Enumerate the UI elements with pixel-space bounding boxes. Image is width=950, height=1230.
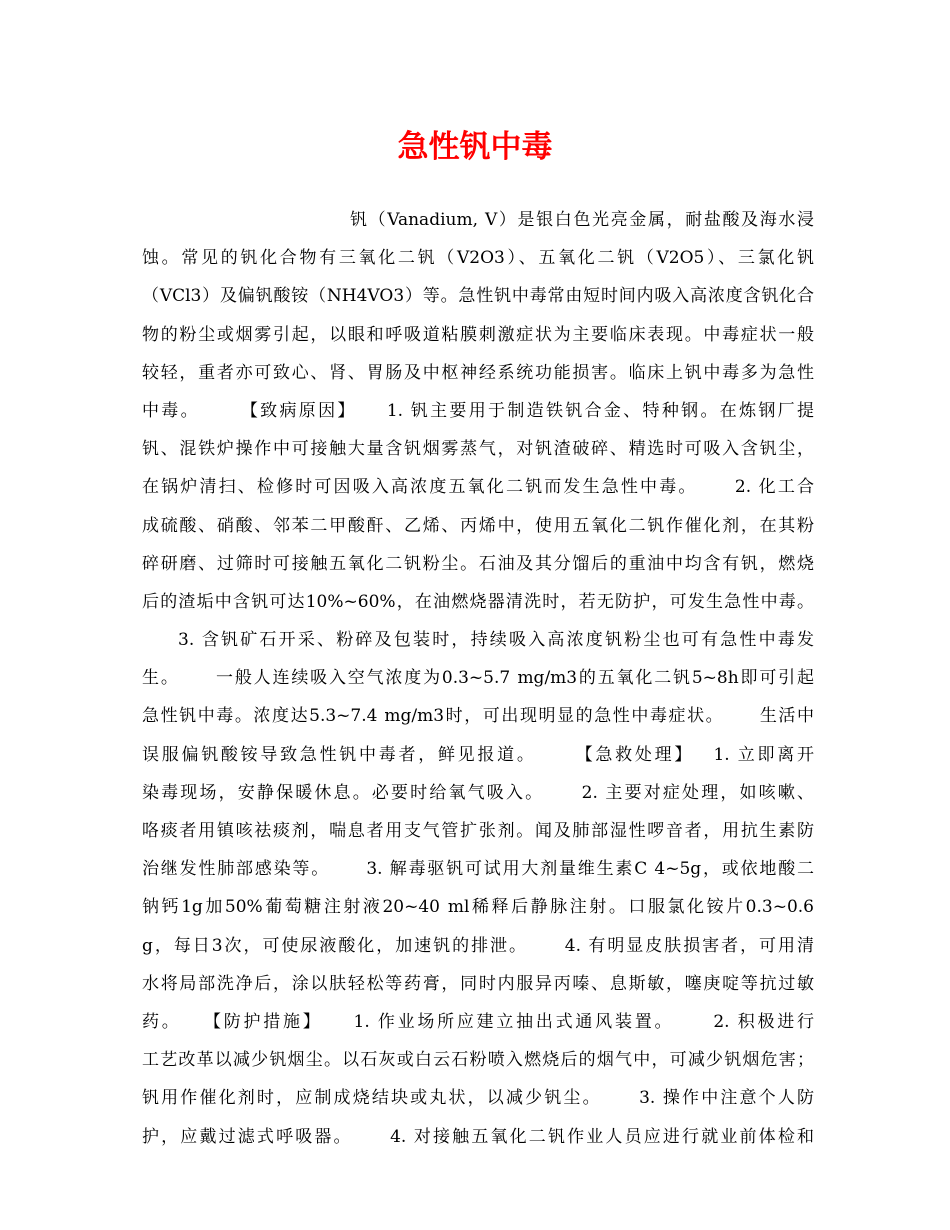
text-line: 钠钙1g加50%葡萄糖注射液20~40 ml稀释后静脉注射。口服氯化铵片0.3~0.6: [142, 897, 814, 918]
document-title: 急性钒中毒: [397, 129, 553, 165]
text-line: 咯痰者用镇咳祛痰剂，喘息者用支气管扩张剂。闻及肺部湿性啰音者，用抗生素防: [142, 821, 814, 841]
text-line: 后的渣垢中含钒可达10%~60%，在油燃烧器清洗时，若无防护，可发生急性中毒。: [142, 591, 814, 612]
text-line: 钒（Vanadium, V）是银白色光亮金属，耐盐酸及海水浸: [350, 210, 814, 230]
text-line: 药。 【防护措施】 1. 作业场所应建立抽出式通风装置。 2. 积极进行: [142, 1011, 814, 1032]
text-line: 物的粉尘或烟雾引起，以眼和呼吸道粘膜刺激症状为主要临床表现。中毒症状一般: [142, 324, 814, 345]
text-line: 钒用作催化剂时，应制成烧结块或丸状，以减少钒尘。 3. 操作中注意个人防: [142, 1088, 814, 1109]
document-body: [142, 201, 814, 1156]
text-line: 成硫酸、硝酸、邻苯二甲酸酐、乙烯、丙烯中，使用五氧化二钒作催化剂，在其粉: [142, 515, 814, 536]
text-line: 钒、混铁炉操作中可接触大量含钒烟雾蒸气，对钒渣破碎、精选时可吸入含钒尘，: [142, 439, 814, 460]
text-line: 在锅炉清扫、检修时可因吸入高浓度五氧化二钒而发生急性中毒。 2. 化工合: [142, 477, 814, 498]
text-line: 中毒。 【致病原因】 1. 钒主要用于制造铁钒合金、特种钢。在炼钢厂提: [142, 400, 814, 421]
text-line: 水将局部洗净后，涂以肤轻松等药膏，同时内服异丙嗪、息斯敏，噻庚啶等抗过敏: [142, 973, 814, 994]
text-line: 碎研磨、过筛时可接触五氧化二钒粉尘。石油及其分馏后的重油中均含有钒，燃烧: [142, 553, 814, 574]
text-line: 工艺改革以减少钒烟尘。以石灰或白云石粉喷入燃烧后的烟气中，可减少钒烟危害；: [142, 1050, 814, 1071]
text-line: 染毒现场，安静保暖休息。必要时给氧气吸入。 2. 主要对症处理，如咳嗽、: [142, 782, 814, 803]
text-line: 急性钒中毒。浓度达5.3~7.4 mg/m3时，可出现明显的急性中毒症状。 生活中: [142, 706, 814, 727]
text-line: （VCl3）及偏钒酸铵（NH4VO3）等。急性钒中毒常由短时间内吸入高浓度含钒化合: [142, 286, 814, 307]
text-line: 治继发性肺部感染等。 3. 解毒驱钒可试用大剂量维生素C 4~5g，或依地酸二: [142, 859, 814, 880]
text-line: 较轻，重者亦可致心、肾、胃肠及中枢神经系统功能损害。临床上钒中毒多为急性: [142, 362, 814, 383]
text-line: 蚀。常见的钒化合物有三氧化二钒（V2O3）、五氧化二钒（V2O5）、三氯化钒: [142, 248, 814, 269]
text-line: g，每日3次，可使尿液酸化，加速钒的排泄。 4. 有明显皮肤损害者，可用清: [142, 935, 814, 956]
text-line: 生。 一般人连续吸入空气浓度为0.3~5.7 mg/m3的五氧化二钒5~8h即可引起: [142, 668, 814, 689]
text-line: 误服偏钒酸铵导致急性钒中毒者，鲜见报道。 【急救处理】 1. 立即离开: [142, 744, 814, 765]
text-line: 3. 含钒矿石开采、粉碎及包装时，持续吸入高浓度钒粉尘也可有急性中毒发: [178, 630, 814, 651]
text-line: 护，应戴过滤式呼吸器。 4. 对接触五氧化二钒作业人员应进行就业前体检和: [142, 1126, 814, 1147]
